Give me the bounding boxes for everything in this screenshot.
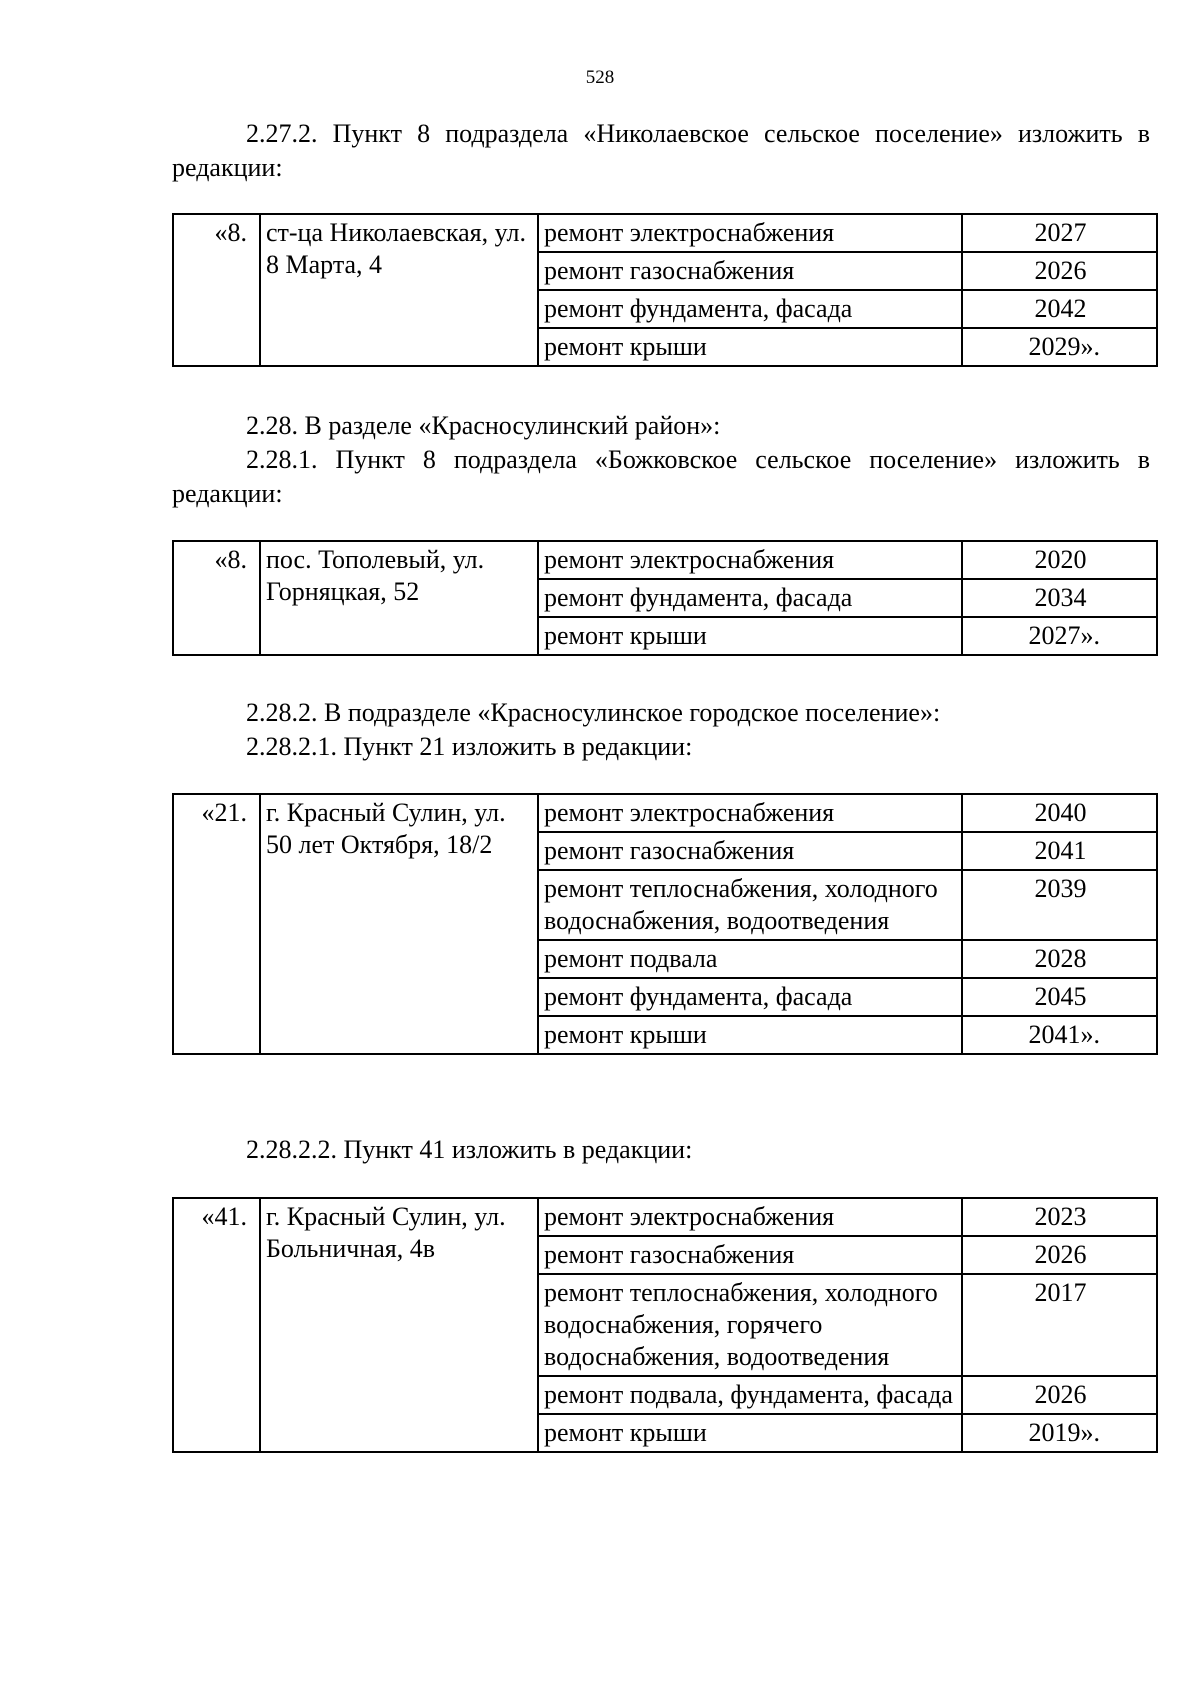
paragraph-2-28-2 — [172, 696, 1150, 730]
year-cell: 2019». — [962, 1414, 1157, 1452]
item-number: «8. — [173, 541, 260, 655]
work-cell: ремонт электроснабжения — [538, 214, 962, 252]
year-cell: 2027 — [962, 214, 1157, 252]
table-item-41-krasnyi-sulin — [172, 1197, 1158, 1453]
paragraph-text: 2.28.2.1. Пункт 21 изложить в редакции: — [246, 732, 693, 761]
work-cell: ремонт теплоснабжения, холодного водоснабжения, горячего водоснабжения, водоотведения — [538, 1274, 962, 1376]
paragraph-2-28-1 — [172, 443, 1150, 511]
work-cell: ремонт крыши — [538, 1414, 962, 1452]
year-cell: 2041». — [962, 1016, 1157, 1054]
paragraph-text: 2.27.2. Пункт 8 подраздела «Николаевское сельское поселение» изложить в редакции: — [172, 119, 1150, 182]
paragraph-text: 2.28.2.2. Пункт 41 изложить в редакции: — [246, 1135, 693, 1164]
paragraph-text: 2.28. В разделе «Красносулинский район»: — [246, 411, 721, 440]
work-cell: ремонт подвала, фундамента, фасада — [538, 1376, 962, 1414]
paragraph-2-28-2-2 — [172, 1133, 1150, 1167]
year-cell: 2042 — [962, 290, 1157, 328]
work-cell: ремонт крыши — [538, 1016, 962, 1054]
item-number: «8. — [173, 214, 260, 366]
paragraph-2-28 — [172, 409, 1150, 443]
year-cell: 2041 — [962, 832, 1157, 870]
year-cell: 2045 — [962, 978, 1157, 1016]
year-cell: 2020 — [962, 541, 1157, 579]
work-cell: ремонт электроснабжения — [538, 1198, 962, 1236]
work-cell: ремонт газоснабжения — [538, 1236, 962, 1274]
work-cell: ремонт электроснабжения — [538, 794, 962, 832]
address-cell: ст-ца Николаевская, ул. 8 Марта, 4 — [260, 214, 538, 366]
address-cell: г. Красный Сулин, ул. Больничная, 4в — [260, 1198, 538, 1452]
year-cell: 2023 — [962, 1198, 1157, 1236]
year-cell: 2027». — [962, 617, 1157, 655]
year-cell: 2028 — [962, 940, 1157, 978]
work-cell: ремонт крыши — [538, 328, 962, 366]
work-cell: ремонт подвала — [538, 940, 962, 978]
year-cell: 2039 — [962, 870, 1157, 940]
paragraph-text: 2.28.2. В подразделе «Красносулинское городское поселение»: — [246, 698, 941, 727]
year-cell: 2017 — [962, 1274, 1157, 1376]
table-item-8-topolevyi — [172, 540, 1158, 656]
year-cell: 2040 — [962, 794, 1157, 832]
work-cell: ремонт фундамента, фасада — [538, 978, 962, 1016]
address-cell: г. Красный Сулин, ул. 50 лет Октября, 18/2 — [260, 794, 538, 1054]
year-cell: 2034 — [962, 579, 1157, 617]
work-cell: ремонт электроснабжения — [538, 541, 962, 579]
address-cell: пос. Тополевый, ул. Горняцкая, 52 — [260, 541, 538, 655]
table-item-8-nikolaevskaya — [172, 213, 1158, 367]
work-cell: ремонт теплоснабжения, холодного водоснабжения, водоотведения — [538, 870, 962, 940]
work-cell: ремонт крыши — [538, 617, 962, 655]
year-cell: 2026 — [962, 1376, 1157, 1414]
table-row — [173, 541, 1157, 579]
item-number: «21. — [173, 794, 260, 1054]
table-row — [173, 1198, 1157, 1236]
work-cell: ремонт газоснабжения — [538, 832, 962, 870]
year-cell: 2026 — [962, 1236, 1157, 1274]
item-number: «41. — [173, 1198, 260, 1452]
page-number: 528 — [585, 67, 615, 88]
work-cell: ремонт фундамента, фасада — [538, 579, 962, 617]
work-cell: ремонт фундамента, фасада — [538, 290, 962, 328]
paragraph-2-27-2 — [172, 117, 1150, 185]
table-row — [173, 214, 1157, 252]
year-cell: 2026 — [962, 252, 1157, 290]
table-item-21-krasnyi-sulin — [172, 793, 1158, 1055]
paragraph-text: 2.28.1. Пункт 8 подраздела «Божковское сельское поселение» изложить в редакции: — [172, 445, 1150, 508]
paragraph-2-28-2-1 — [172, 730, 1150, 764]
table-row — [173, 794, 1157, 832]
year-cell: 2029». — [962, 328, 1157, 366]
work-cell: ремонт газоснабжения — [538, 252, 962, 290]
